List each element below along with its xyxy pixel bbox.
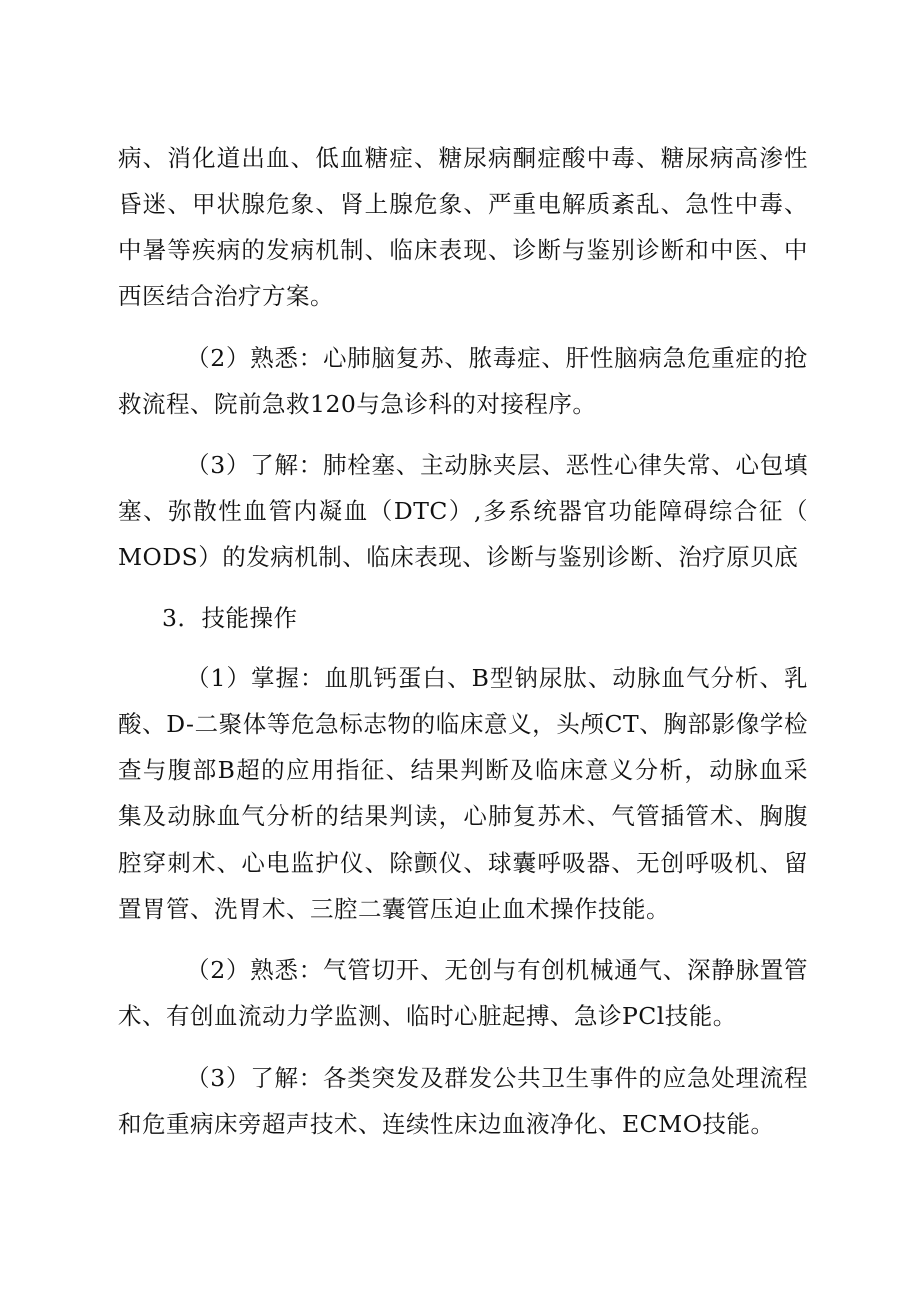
paragraph-line: 和危重病床旁超声技术、连续性床边血液净化、ECMO技能。 [118, 1110, 775, 1138]
paragraph-line: （2）熟悉：心肺脑复苏、脓毒症、肝性脑病急危重症的抢 [186, 344, 808, 372]
paragraph-line: （2）熟悉：气管切开、无创与有创机械通气、深静脉置管 [186, 956, 808, 984]
paragraph-line: 塞、弥散性血管内凝血（DTC）,多系统器官功能障碍综合征（ [118, 497, 808, 525]
paragraph-line: 西医结合治疗方案。 [118, 282, 334, 310]
section-heading: 3．技能操作 [162, 604, 298, 632]
paragraph-line: （3）了解：肺栓塞、主动脉夹层、恶性心律失常、心包填 [186, 451, 808, 479]
paragraph-line: 酸、D-二聚体等危急标志物的临床意义，头颅CT、胸部影像学检 [118, 710, 808, 738]
paragraph-line: 病、消化道出血、低血糖症、糖尿病酮症酸中毒、糖尿病高渗性 [118, 144, 808, 172]
paragraph-line: 救流程、院前急救120与急诊科的对接程序。 [118, 390, 597, 418]
paragraph-line: （1）掌握：血肌钙蛋白、B型钠尿肽、动脉血气分析、乳 [186, 664, 808, 692]
paragraph-line: 中暑等疾病的发病机制、临床表现、诊断与鉴别诊断和中医、中 [118, 236, 808, 264]
paragraph-line: 腔穿刺术、心电监护仪、除颤仪、球囊呼吸器、无创呼吸机、留 [118, 849, 808, 877]
paragraph-line: MODS）的发病机制、临床表现、诊断与鉴别诊断、治疗原贝底 [118, 543, 799, 571]
paragraph-line: 查与腹部B超的应用指征、结果判断及临床意义分析，动脉血采 [118, 756, 808, 784]
paragraph-line: 昏迷、甲状腺危象、肾上腺危象、严重电解质紊乱、急性中毒、 [118, 190, 808, 218]
paragraph-line: 置胃管、洗胃术、三腔二囊管压迫止血术操作技能。 [118, 895, 670, 923]
paragraph-line: （3）了解：各类突发及群发公共卫生事件的应急处理流程 [186, 1064, 808, 1092]
paragraph-line: 术、有创血流动力学监测、临时心脏起搏、急诊PCl技能。 [118, 1002, 737, 1030]
paragraph-line: 集及动脉血气分析的结果判读，心肺复苏术、气管插管术、胸腹 [118, 802, 808, 830]
